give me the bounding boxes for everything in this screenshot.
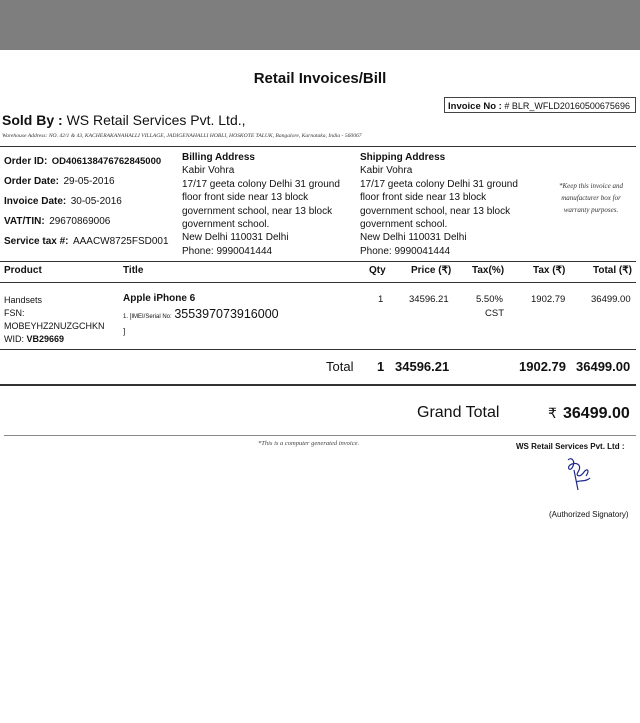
- service-tax-label: Service tax #:: [4, 236, 69, 247]
- billing-address: [182, 151, 340, 258]
- billing-address-line: government school.: [182, 219, 270, 231]
- shipping-address-line: Phone: 9990041444: [360, 245, 451, 257]
- sold-by-value: WS Retail Services Pvt. Ltd.,: [66, 112, 246, 128]
- product-cell: [4, 294, 105, 346]
- imei-value: 355397073916000: [174, 307, 279, 321]
- total-tax: 1902.79: [519, 359, 566, 374]
- sold-by-label: Sold By :: [2, 112, 63, 128]
- shipping-address: [360, 151, 518, 258]
- shipping-address-heading: Shipping Address: [360, 152, 446, 163]
- product-category: Handsets: [4, 295, 43, 305]
- header-qty: Qty: [369, 265, 386, 276]
- shipping-address-line: government school.: [360, 219, 448, 231]
- billing-address-heading: Billing Address: [182, 152, 255, 163]
- divider: [0, 282, 636, 283]
- imei-close: ]: [123, 327, 126, 336]
- order-id-value: OD406138476762845000: [51, 156, 162, 167]
- header-price: Price (₹): [411, 265, 452, 276]
- order-id: [4, 151, 161, 169]
- shipping-address-line: government school, near 13 block: [360, 205, 511, 217]
- order-id-label: Order ID:: [4, 156, 48, 167]
- invoice-date-label: Invoice Date:: [4, 196, 67, 207]
- warranty-note: *Keep this invoice and manufacturer box for warranty purposes.: [559, 182, 623, 214]
- billing-address-line: floor front side near 13 block: [182, 192, 309, 204]
- invoice-number-box: [444, 97, 636, 113]
- vat-tin: [4, 211, 110, 229]
- price-cell: 34596.21: [409, 294, 449, 305]
- header-product: Product: [4, 265, 42, 276]
- invoice-title: Retail Invoices/Bill: [253, 70, 387, 87]
- invoice-date: [4, 191, 122, 209]
- shipping-address-line: New Delhi 110031 Delhi: [360, 232, 467, 244]
- computer-generated-note: *This is a computer generated invoice.: [258, 440, 360, 447]
- wid-value: VB29669: [26, 334, 65, 344]
- billing-address-line: New Delhi 110031 Delhi: [182, 232, 289, 244]
- grand-total-label: Grand Total: [417, 404, 500, 421]
- invoice-number-label: Invoice No :: [448, 101, 502, 112]
- total-cell: 36499.00: [591, 294, 631, 305]
- tax-type-cell: CST: [485, 308, 504, 319]
- shipping-address-line: Kabir Vohra: [360, 165, 413, 177]
- divider: [4, 435, 636, 436]
- top-bar: [0, 0, 640, 50]
- authorized-signatory: (Authorized Signatory): [549, 510, 629, 519]
- fsn-label: FSN:: [4, 308, 25, 318]
- service-tax-value: AAACW8725FSD001: [72, 236, 169, 247]
- divider: [0, 349, 636, 350]
- shipping-address-line: 17/17 geeta colony Delhi 31 ground: [360, 178, 518, 190]
- header-tax-percent: Tax(%): [472, 265, 505, 276]
- qty-cell: 1: [378, 294, 384, 305]
- header-total: Total (₹): [593, 265, 632, 276]
- billing-address-line: 17/17 geeta colony Delhi 31 ground: [182, 178, 340, 190]
- billing-address-line: Phone: 9990041444: [182, 245, 273, 257]
- order-date: [4, 171, 115, 189]
- shipping-address-line: floor front side near 13 block: [360, 192, 487, 204]
- order-date-label: Order Date:: [4, 176, 60, 187]
- header-tax: Tax (₹): [533, 265, 566, 276]
- total-price: 34596.21: [395, 359, 450, 374]
- wid: [4, 333, 105, 346]
- sold-by: [2, 112, 246, 128]
- total-label: Total: [326, 359, 354, 374]
- tax-cell: 1902.79: [531, 294, 566, 305]
- rupee-icon: ₹: [548, 405, 557, 421]
- billing-address-line: government school, near 13 block: [182, 205, 333, 217]
- service-tax: [4, 231, 169, 249]
- order-date-value: 29-05-2016: [63, 176, 115, 187]
- divider: [0, 146, 636, 147]
- grand-total-value: 36499.00: [563, 405, 630, 422]
- total-amount: 36499.00: [576, 359, 631, 374]
- vat-tin-label: VAT/TIN:: [4, 216, 45, 227]
- signature-icon: [560, 452, 600, 504]
- invoice-date-value: 30-05-2016: [70, 196, 122, 207]
- item-title: Apple iPhone 6: [123, 293, 196, 304]
- total-qty: 1: [377, 359, 385, 374]
- warehouse-address: Warehouse Address: NO. 42/1 & 43, KACHERAKANAHALLI VILLAGE, JADIGENAHALLI HOBLI, HOSKOTE TALUK, Bangalore, Karnataka, India - 560067: [2, 133, 362, 139]
- divider: [0, 261, 636, 262]
- invoice-number-value: # BLR_WFLD20160500675696: [504, 101, 630, 111]
- imei-line: [123, 307, 279, 321]
- fsn-value: MOBEYHZ2NUZGCHKN: [4, 321, 105, 331]
- divider: [0, 384, 636, 386]
- vat-tin-value: 29670869006: [49, 216, 111, 227]
- header-title: Title: [123, 265, 144, 276]
- billing-address-line: Kabir Vohra: [182, 165, 235, 177]
- signatory-company: WS Retail Services Pvt. Ltd :: [516, 442, 625, 451]
- imei-prefix: 1. [IMEI/Serial No:: [123, 314, 172, 320]
- tax-percent-cell: 5.50%: [476, 294, 503, 305]
- wid-label: WID:: [4, 334, 24, 344]
